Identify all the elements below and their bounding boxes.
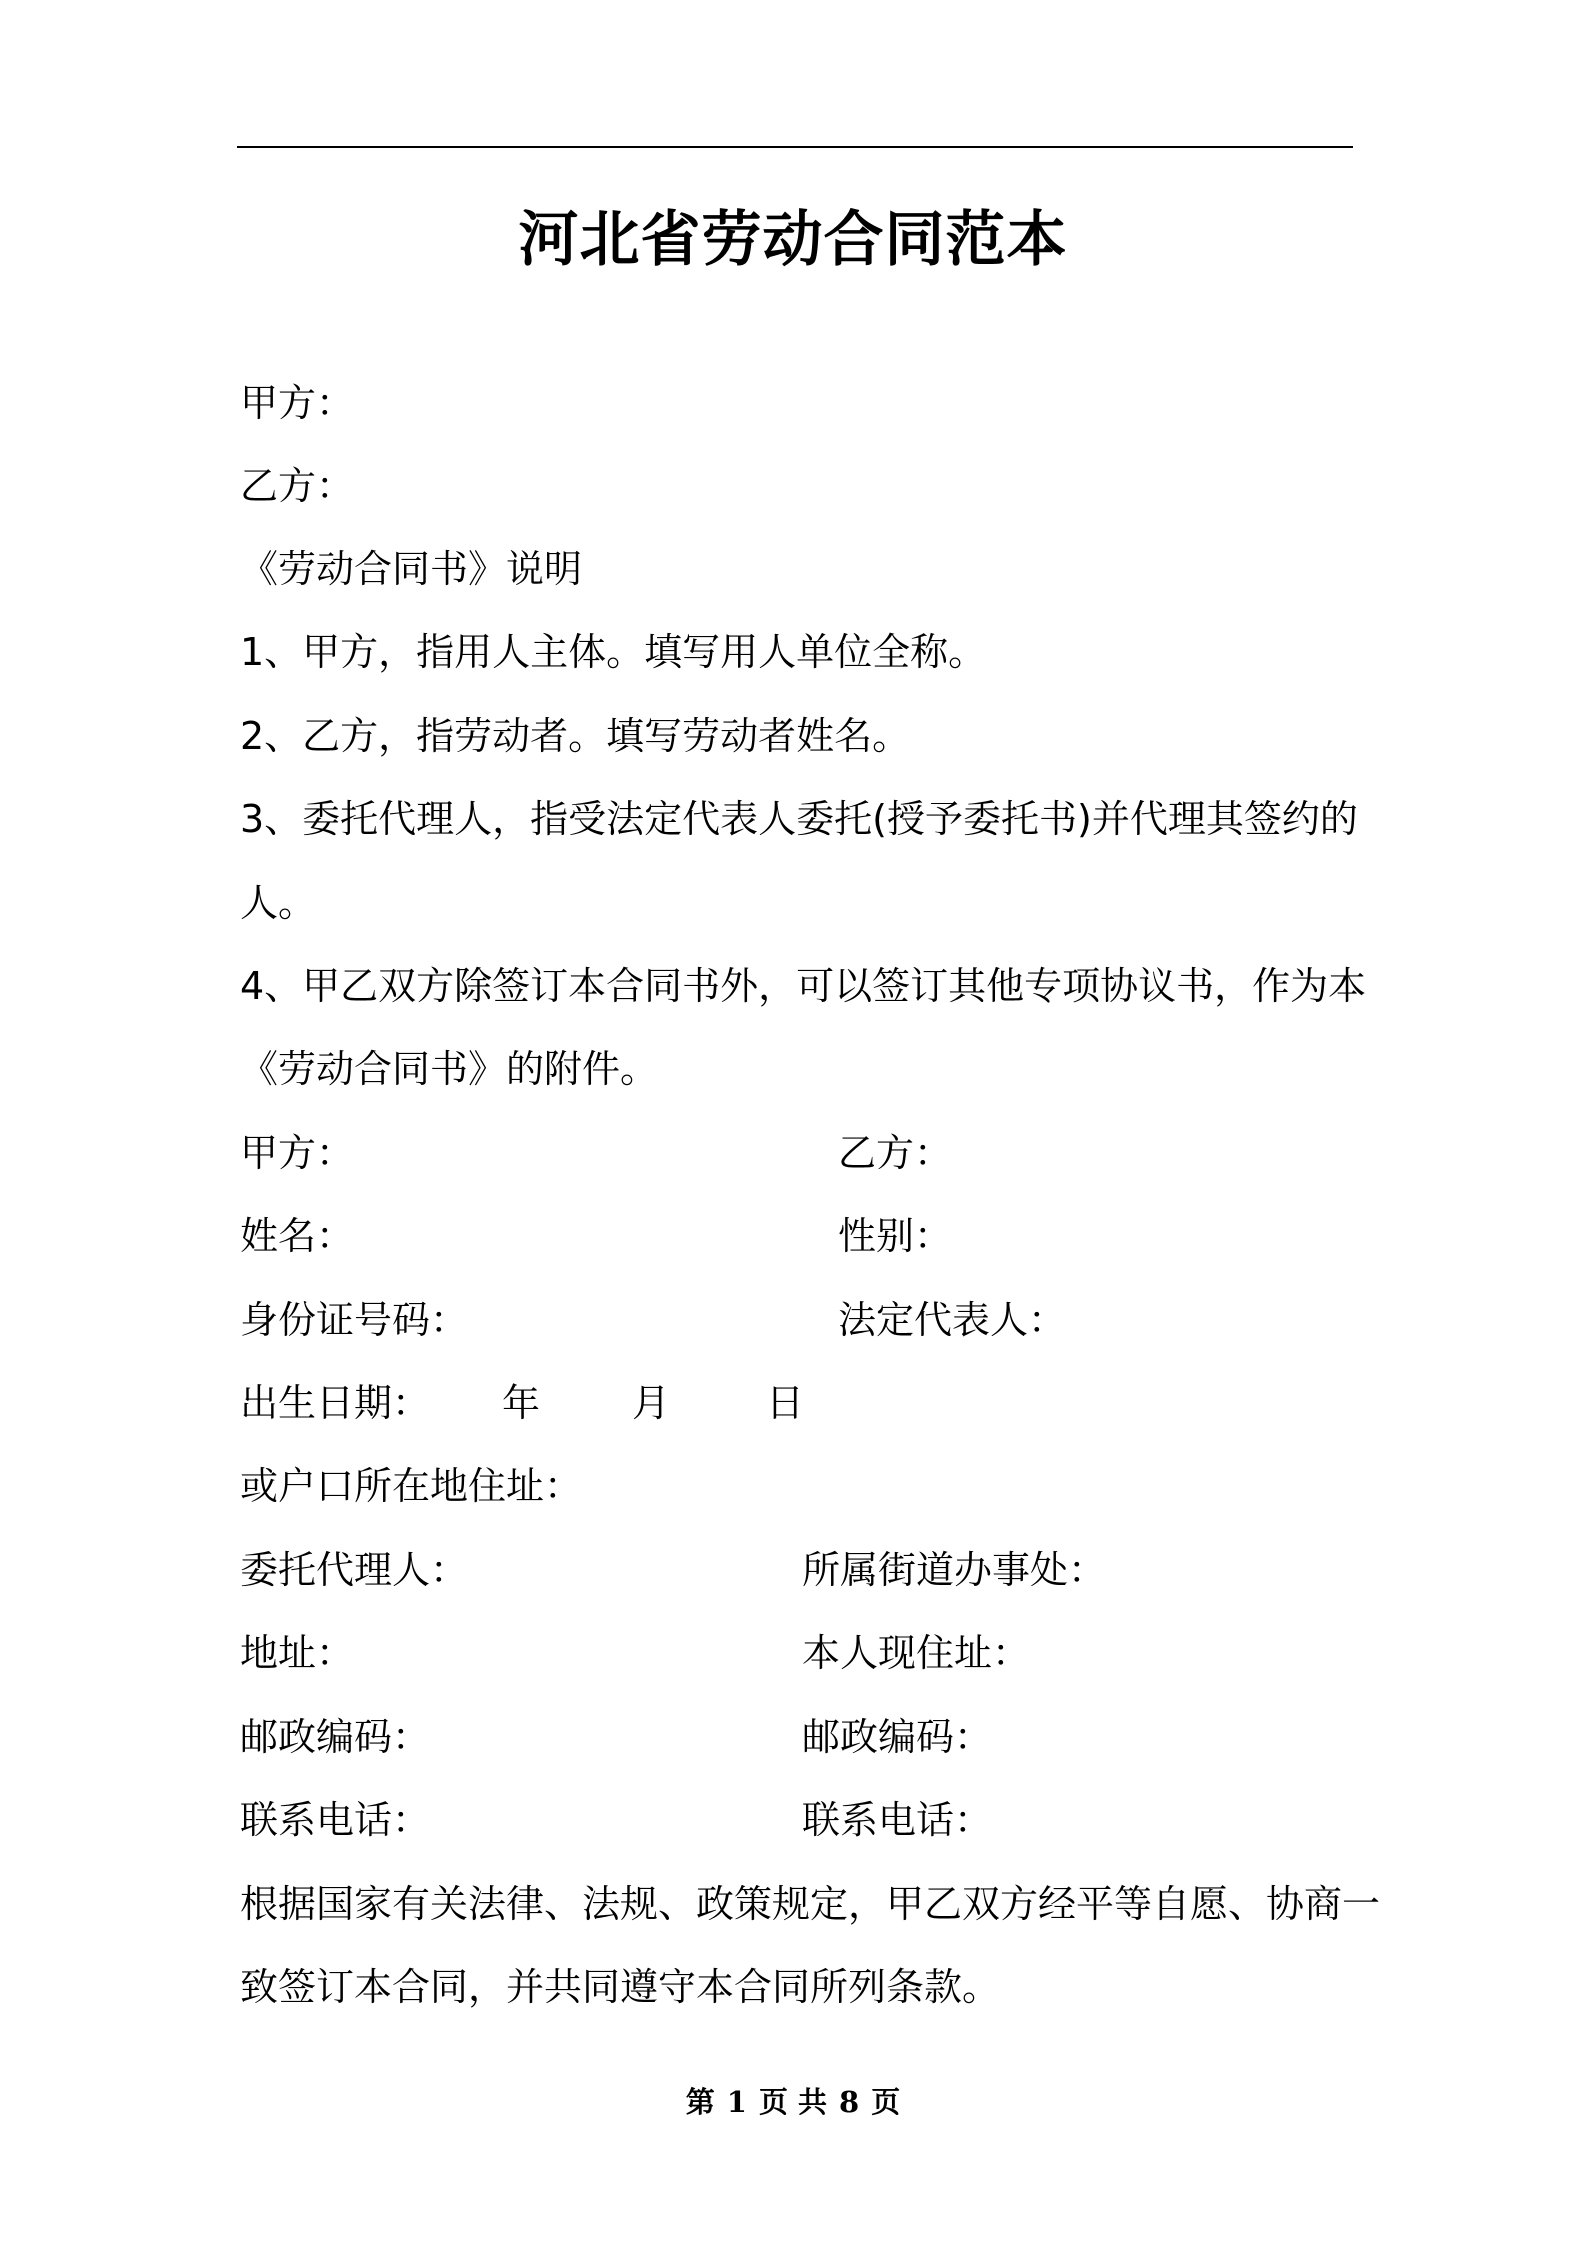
document-title: 河北省劳动合同范本 xyxy=(518,205,1068,275)
form-party-a: 甲方： xyxy=(240,1131,355,1175)
form-street-office: 所属街道办事处： xyxy=(802,1548,1107,1592)
form-day: 日 xyxy=(766,1381,805,1425)
footer-total-pages: 8 xyxy=(839,2085,860,2119)
form-gender: 性别： xyxy=(838,1214,953,1258)
form-postcode-right: 邮政编码： xyxy=(802,1715,993,1759)
form-year: 年 xyxy=(502,1381,541,1425)
footer-prefix: 第 xyxy=(685,2085,715,2119)
form-phone-left: 联系电话： xyxy=(240,1798,431,1842)
form-phone-right: 联系电话： xyxy=(802,1798,993,1842)
footer-suffix: 页 xyxy=(871,2085,901,2119)
form-agent: 委托代理人： xyxy=(240,1548,469,1592)
explanation-item-2: 2、乙方，指劳动者。填写劳动者姓名。 xyxy=(240,714,911,758)
form-birth-date: 出生日期： xyxy=(240,1381,431,1425)
explanation-item-1: 1、甲方，指用人主体。填写用人单位全称。 xyxy=(240,630,987,674)
form-legal-rep: 法定代表人： xyxy=(838,1298,1067,1342)
explanation-item-3-cont: 人。 xyxy=(240,881,317,925)
explanation-item-4: 4、甲乙双方除签订本合同书外，可以签订其他专项协议书，作为本 xyxy=(240,964,1367,1008)
party-b-label: 乙方： xyxy=(240,464,355,508)
form-postcode-left: 邮政编码： xyxy=(240,1715,431,1759)
explanation-item-3: 3、委托代理人，指受法定代表人委托(授予委托书)并代理其签约的 xyxy=(240,797,1358,841)
form-household-address: 或户口所在地住址： xyxy=(240,1464,583,1508)
party-a-label: 甲方： xyxy=(240,381,355,425)
form-month: 月 xyxy=(632,1381,671,1425)
closing-paragraph-line-1: 根据国家有关法律、法规、政策规定，甲乙双方经平等自愿、协商一 xyxy=(240,1882,1381,1926)
page-footer xyxy=(0,2082,1586,2122)
form-address: 地址： xyxy=(240,1631,355,1675)
footer-page-number: 1 xyxy=(726,2085,747,2119)
explanation-heading: 《劳动合同书》说明 xyxy=(240,547,583,591)
form-party-b: 乙方： xyxy=(838,1131,953,1175)
form-current-address: 本人现住址： xyxy=(802,1631,1031,1675)
form-name: 姓名： xyxy=(240,1214,355,1258)
closing-paragraph-line-2: 致签订本合同，并共同遵守本合同所列条款。 xyxy=(240,1965,1001,2009)
header-rule xyxy=(237,146,1353,148)
form-id-number: 身份证号码： xyxy=(240,1298,469,1342)
explanation-item-4-cont: 《劳动合同书》的附件。 xyxy=(240,1047,659,1091)
footer-middle: 页 共 xyxy=(758,2085,828,2119)
